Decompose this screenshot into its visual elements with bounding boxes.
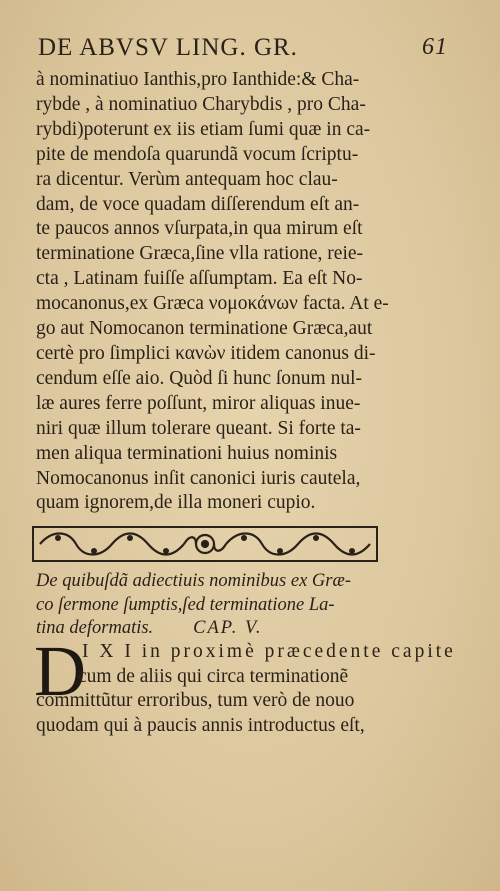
text-line: cta , Latinam fuiſſe aſſumptam. Ea eſt No- bbox=[36, 268, 363, 290]
text-line: mocanonus,ex Græca νομοκάνων facta. At e- bbox=[36, 293, 389, 315]
text-line: cum de aliis qui circa terminationẽ bbox=[78, 665, 349, 687]
text-line: rybde , à nominatiuo Charybdis , pro Cha- bbox=[36, 93, 366, 115]
text-line: men aliqua terminationi huius nominis bbox=[36, 442, 338, 464]
text-line: quam ignorem,de illa moneri cupio. bbox=[36, 492, 316, 514]
text-line: à nominatiuo Ianthis,pro Ianthide:& Cha- bbox=[36, 69, 360, 90]
text-line: rybdi)poterunt ex iis etiam ſumi quæ in ca- bbox=[36, 118, 371, 140]
text-line: terminatione Græca,ſine vlla ratione, reie- bbox=[36, 243, 364, 265]
text-line: dam, de voce quadam diſſerendum eſt an- bbox=[36, 193, 360, 215]
text-line: Nomocanonus inſit canonici iuris cautela, bbox=[36, 467, 361, 489]
text-line: cendum eſſe aio. Quòd ſi hunc ſonum nul- bbox=[36, 367, 363, 389]
chapter-title-line-end: tina deformatis. bbox=[36, 618, 154, 638]
text-line: læ aures ferre poſſunt, miror aliquas inue- bbox=[36, 392, 361, 414]
running-head bbox=[38, 34, 448, 62]
text-line: go aut Nomocanon terminatione Græca,aut bbox=[36, 318, 373, 340]
page-number: 61 bbox=[422, 34, 448, 60]
text-line: committũtur erroribus, tum verò de nouo bbox=[36, 690, 355, 712]
body-text bbox=[36, 68, 446, 516]
text-line: certè pro ſimplici κανὼν itidem canonus di- bbox=[36, 342, 376, 364]
ornamental-headpiece bbox=[32, 526, 378, 562]
chapter-opening-text bbox=[36, 640, 456, 738]
text-line: te paucos annos vſurpata,in qua mirum eſt bbox=[36, 218, 363, 240]
text-line: pite de mendoſa quarundã vocum ſcriptu- bbox=[36, 143, 359, 165]
chapter-number: CAP. V. bbox=[193, 618, 263, 638]
text-line: I X I in proximè præcedente capite bbox=[82, 641, 456, 662]
text-line: ra dicentur. Verùm antequam hoc clau- bbox=[36, 168, 338, 190]
running-head-title: DE ABVSV LING. GR. bbox=[38, 34, 298, 61]
text-line: quodam qui à paucis annis introductus eſt, bbox=[36, 714, 365, 736]
chapter-title-line: co ſermone ſumptis,ſed terminatione La- bbox=[36, 594, 335, 615]
chapter-heading bbox=[36, 570, 448, 641]
drop-cap: D bbox=[34, 631, 86, 711]
chapter-title-line: De quibuſdã adiectiuis nominibus ex Græ- bbox=[36, 571, 351, 591]
text-line: niri quæ illum tolerare queant. Si forte ta- bbox=[36, 417, 361, 439]
chapter-title-line bbox=[36, 617, 448, 641]
